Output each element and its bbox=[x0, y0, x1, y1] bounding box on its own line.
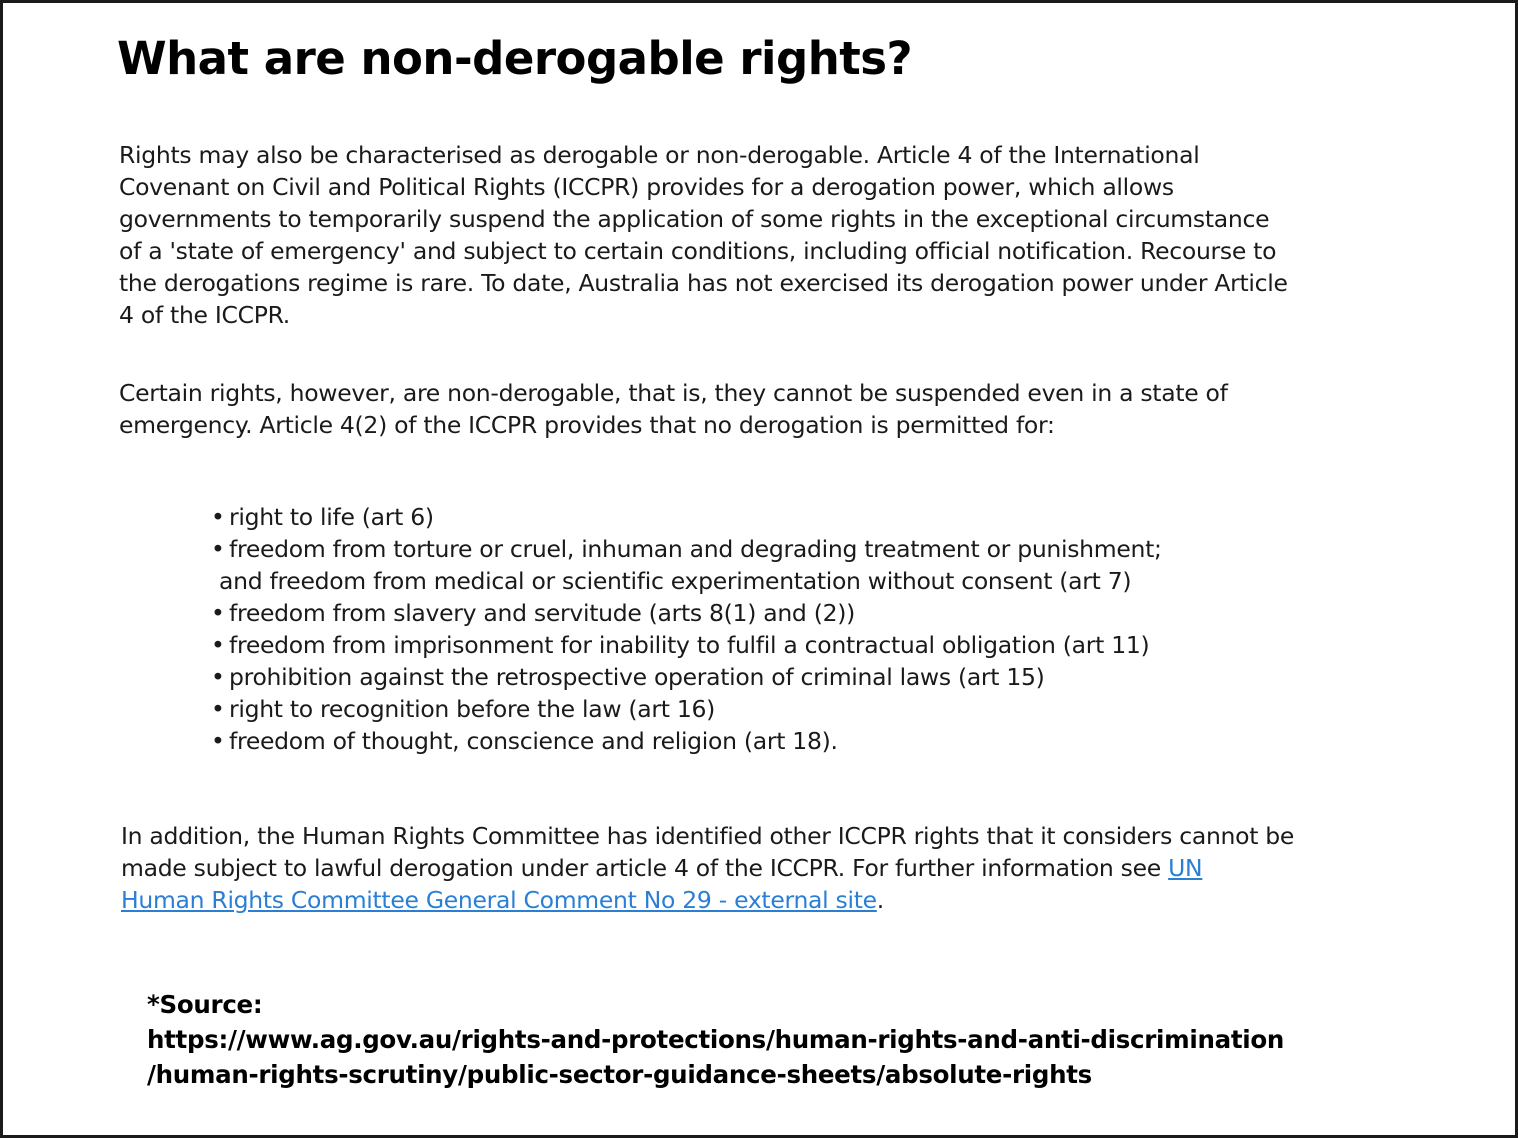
bullet-icon: • bbox=[211, 599, 225, 627]
list-item bbox=[211, 597, 1162, 629]
list-item-text: prohibition against the retrospective operation of criminal laws (art 15) bbox=[229, 663, 1045, 691]
paragraph-line: of a 'state of emergency' and subject to certain conditions, including official notification. Recourse to bbox=[119, 237, 1277, 265]
list-item-text: freedom from torture or cruel, inhuman and degrading treatment or punishment; bbox=[229, 535, 1162, 563]
source-url-line: /human-rights-scrutiny/public-sector-guidance-sheets/absolute-rights bbox=[147, 1060, 1092, 1089]
list-item bbox=[211, 661, 1162, 693]
source-citation bbox=[147, 987, 1284, 1092]
paragraph-line: Certain rights, however, are non-derogable, that is, they cannot be suspended even in a state of bbox=[119, 379, 1228, 407]
bullet-icon: • bbox=[211, 695, 225, 723]
list-item-text: freedom of thought, conscience and religion (art 18). bbox=[229, 727, 838, 755]
bullet-icon: • bbox=[211, 503, 225, 531]
source-url-line: https://www.ag.gov.au/rights-and-protections/human-rights-and-anti-discrimination bbox=[147, 1025, 1285, 1054]
paragraph-line bbox=[121, 852, 1391, 884]
paragraph-line: In addition, the Human Rights Committee has identified other ICCPR rights that it considers cannot be bbox=[121, 822, 1295, 850]
paragraph-non-derogable bbox=[119, 377, 1389, 441]
list-item-text: freedom from slavery and servitude (arts 8(1) and (2)) bbox=[229, 599, 855, 627]
list-item bbox=[211, 629, 1162, 661]
list-item bbox=[211, 501, 1162, 533]
list-item-text: freedom from imprisonment for inability to fulfil a contractual obligation (art 11) bbox=[229, 631, 1150, 659]
paragraph-line: Covenant on Civil and Political Rights (ICCPR) provides for a derogation power, which allows bbox=[119, 173, 1174, 201]
paragraph-line: emergency. Article 4(2) of the ICCPR provides that no derogation is permitted for: bbox=[119, 411, 1055, 439]
paragraph-line: 4 of the ICCPR. bbox=[119, 301, 290, 329]
bullet-icon: • bbox=[211, 663, 225, 691]
general-comment-29-link[interactable]: Human Rights Committee General Comment No 29 - external site bbox=[121, 886, 877, 914]
bullet-icon: • bbox=[211, 535, 225, 563]
paragraph-line bbox=[121, 884, 1391, 916]
paragraph-additional-rights bbox=[121, 820, 1391, 916]
source-label: *Source: bbox=[147, 990, 263, 1019]
general-comment-29-link[interactable]: UN bbox=[1168, 854, 1203, 882]
paragraph-line: the derogations regime is rare. To date, Australia has not exercised its derogation power under Article bbox=[119, 269, 1288, 297]
list-item-continuation bbox=[211, 565, 1162, 597]
list-item-text: right to recognition before the law (art 16) bbox=[229, 695, 716, 723]
list-item bbox=[211, 693, 1162, 725]
bullet-icon: • bbox=[211, 727, 225, 755]
paragraph-line: governments to temporarily suspend the application of some rights in the exceptional circumstance bbox=[119, 205, 1270, 233]
paragraph-text: . bbox=[876, 886, 884, 914]
list-item-text: and freedom from medical or scientific experimentation without consent (art 7) bbox=[219, 567, 1132, 595]
list-item-text: right to life (art 6) bbox=[229, 503, 434, 531]
paragraph-line: Rights may also be characterised as derogable or non-derogable. Article 4 of the International bbox=[119, 141, 1200, 169]
page-title: What are non-derogable rights? bbox=[117, 32, 913, 85]
list-item bbox=[211, 533, 1162, 565]
paragraph-text: made subject to lawful derogation under article 4 of the ICCPR. For further information see bbox=[121, 854, 1169, 882]
non-derogable-rights-list bbox=[211, 501, 1162, 757]
bullet-icon: • bbox=[211, 631, 225, 659]
paragraph-derogation-intro bbox=[119, 139, 1389, 331]
list-item bbox=[211, 725, 1162, 757]
